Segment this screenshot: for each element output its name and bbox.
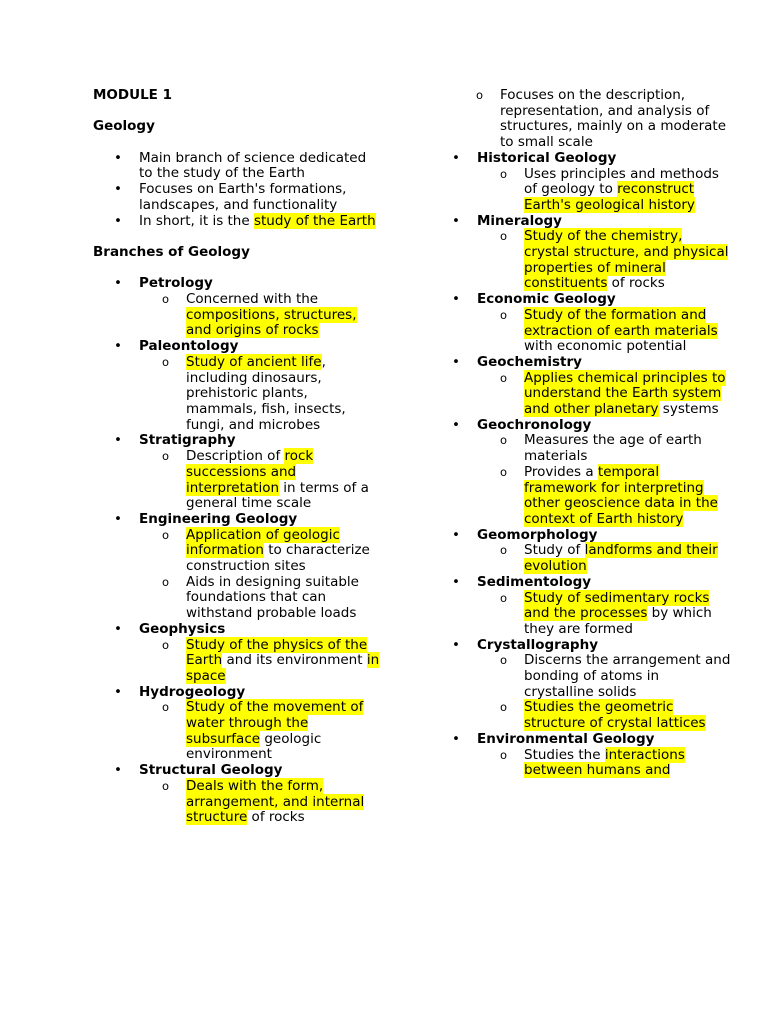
geology-bullet	[93, 151, 383, 182]
text-run: Studies the	[524, 746, 605, 763]
text-run: , including dinosaurs, prehistoric plants, mammals, fish, insects, fungi, and microbes	[186, 353, 346, 433]
highlighted-text: Study of ancient life	[186, 353, 322, 370]
text-run: in terms of a general time scale	[186, 479, 369, 512]
text-run: Measures the age of earth materials	[524, 432, 702, 465]
branch-heading: • Geophysics	[93, 622, 383, 638]
highlighted-text: rock successions and interpretation	[186, 448, 314, 496]
branch-heading: • Paleontology	[93, 339, 383, 355]
branch-description	[431, 167, 731, 214]
highlighted-text: Application of geologic information	[186, 526, 340, 559]
branch-description	[431, 371, 731, 418]
highlighted-text: Studies the geometric structure of crystal lattices	[524, 699, 706, 732]
text-run: Description of	[186, 448, 285, 465]
branch-description	[93, 700, 383, 763]
highlighted-text: Deals with the form, arrangement, and internal structure	[186, 777, 365, 826]
branch-heading: • Stratigraphy	[93, 433, 383, 449]
branch-list-right	[431, 151, 731, 779]
branch-description	[431, 433, 731, 464]
branch-description	[431, 465, 731, 528]
text-run: In short, it is the	[139, 212, 254, 229]
highlighted-text: interactions between humans and	[524, 746, 685, 779]
branch-heading: • Sedimentology	[431, 575, 731, 591]
highlighted-text: landforms and their evolution	[524, 542, 718, 575]
highlighted-text: Study of the chemistry, crystal structure, and physical properties of mineral constituents	[524, 228, 729, 292]
branch-description	[431, 591, 731, 638]
highlighted-text: temporal framework for interpreting other geoscience data in the context of Earth history	[524, 463, 718, 527]
geology-bullet	[93, 214, 383, 230]
right-column	[431, 88, 731, 779]
branch-heading: • Geochronology	[431, 418, 731, 434]
text-run: Focuses on the description, representation, and analysis of structures, mainly on a moderate to small scale	[500, 87, 727, 151]
branch-heading: • Engineering Geology	[93, 512, 383, 528]
branch-description	[93, 638, 383, 685]
branch-heading: • Economic Geology	[431, 292, 731, 308]
text-run: to characterize construction sites	[186, 542, 370, 575]
text-run: Study of	[524, 542, 585, 559]
branch-description	[431, 88, 731, 151]
text-run: of rocks	[607, 275, 665, 292]
text-run: Concerned with the	[186, 291, 319, 308]
text-run: Provides a	[524, 463, 598, 480]
text-run: Focuses on Earth's formations, landscapes, and functionality	[139, 181, 347, 213]
text-run: with economic potential	[524, 338, 687, 355]
text-run: Aids in designing suitable foundations that can withstand probable loads	[186, 573, 359, 622]
module-title: MODULE 1	[93, 87, 172, 103]
highlighted-text: Study of sedimentary rocks and the processes	[524, 589, 710, 622]
continued-sub-list	[431, 88, 731, 151]
highlighted-text: Study of the movement of water through the subsurface	[186, 699, 364, 747]
text-run: by which they are formed	[524, 605, 712, 637]
branch-description	[431, 308, 731, 355]
branch-heading: • Mineralogy	[431, 214, 731, 230]
highlighted-text: reconstruct Earth's geological history	[524, 181, 695, 213]
branch-heading: • Petrology	[93, 276, 383, 292]
highlighted-text: Study of the formation and extraction of earth materials	[524, 306, 718, 339]
branch-description	[93, 449, 383, 512]
branch-heading: • Geomorphology	[431, 528, 731, 544]
text-run: Uses principles and methods of geology to	[524, 165, 719, 198]
branches-title: Branches of Geology	[93, 243, 250, 260]
highlighted-text: Study of the physics of the Earth	[186, 636, 368, 669]
branch-heading: • Structural Geology	[93, 763, 383, 779]
branch-description	[431, 700, 731, 731]
highlighted-text: in space	[186, 652, 380, 684]
branch-description	[431, 653, 731, 700]
branch-description	[93, 575, 383, 622]
branch-description	[93, 528, 383, 575]
text-run: and its environment	[222, 652, 367, 669]
highlighted-text: study of the Earth	[253, 212, 376, 229]
section-title: Geology	[93, 118, 155, 135]
text-run: Discerns the arrangement and bonding of atoms in crystalline solids	[524, 652, 731, 700]
geology-bullet-list	[93, 151, 383, 230]
highlighted-text: Applies chemical principles to understand the Earth system and other planetary	[524, 369, 726, 418]
text-run: geologic environment	[186, 730, 322, 763]
text-run: Main branch of science dedicated to the study of the Earth	[139, 149, 367, 182]
branch-list-left	[93, 276, 383, 826]
branch-description	[431, 543, 731, 574]
branch-heading: • Geochemistry	[431, 355, 731, 371]
branch-heading: • Historical Geology	[431, 151, 731, 167]
geology-bullet	[93, 182, 383, 213]
highlighted-text: compositions, structures, and origins of rocks	[186, 306, 357, 339]
text-run: systems	[658, 401, 719, 418]
branch-description	[93, 779, 383, 826]
branch-heading: • Environmental Geology	[431, 732, 731, 748]
branch-description	[431, 229, 731, 292]
text-run: of rocks	[247, 809, 305, 826]
branch-description	[93, 292, 383, 339]
branch-heading: • Hydrogeology	[93, 685, 383, 701]
branch-description	[431, 748, 731, 779]
branch-description	[93, 355, 383, 434]
branch-heading: • Crystallography	[431, 638, 731, 654]
left-column	[93, 88, 383, 826]
